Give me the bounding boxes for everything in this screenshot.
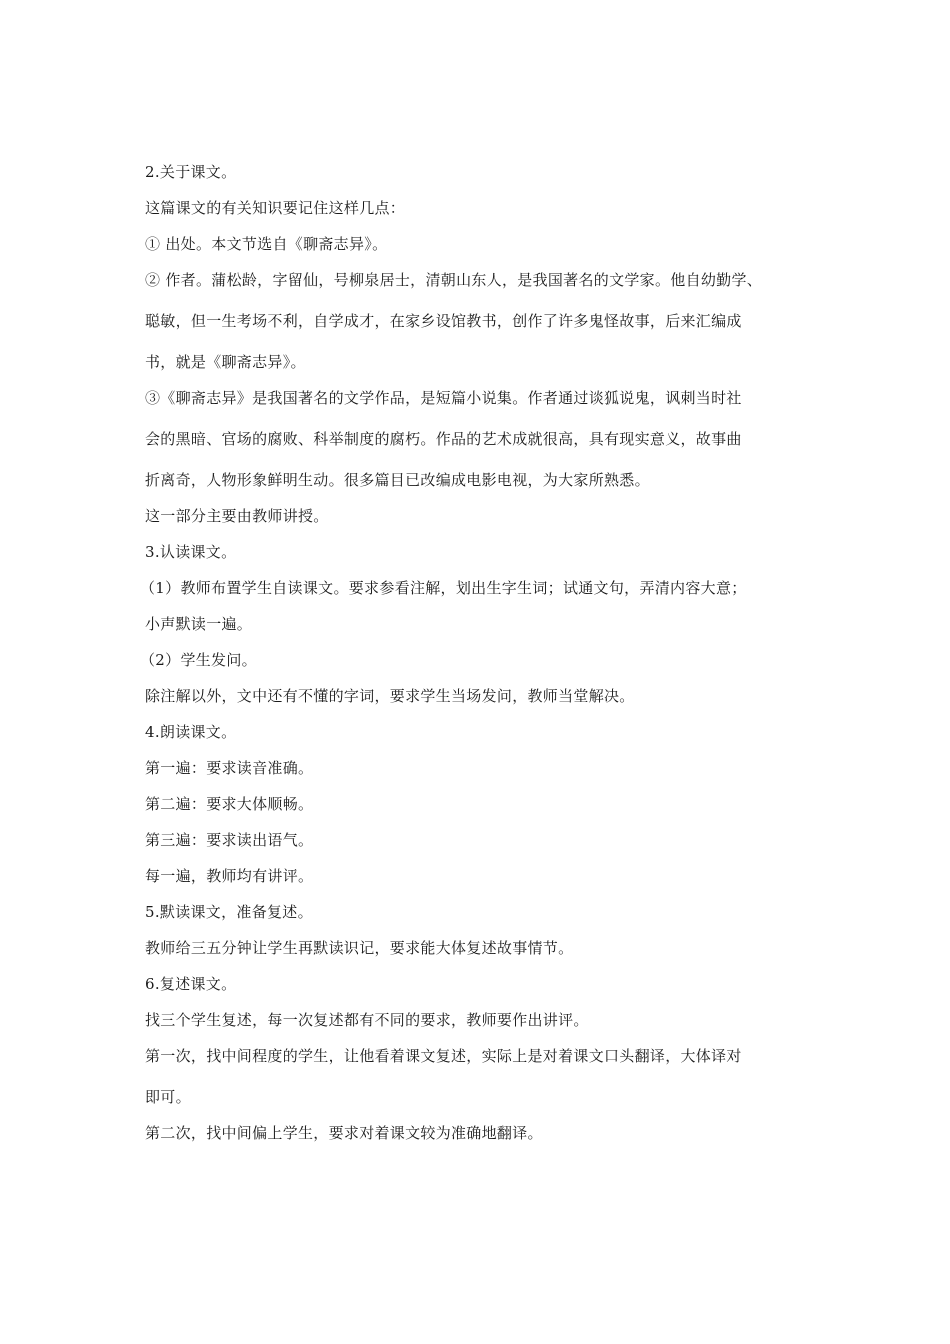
text-line: （2）学生发问。 (140, 651, 257, 669)
text-line: 第二遍：要求大体顺畅。 (145, 795, 314, 813)
text-line: ① 出处。本文节选自《聊斋志异》。 (145, 235, 388, 253)
text-line: 第一次，找中间程度的学生，让他看着课文复述，实际上是对着课文口头翻译，大体译对 (145, 1047, 742, 1065)
text-line: 聪敏，但一生考场不利，自学成才，在家乡设馆教书，创作了许多鬼怪故事，后来汇编成 (145, 312, 742, 330)
text-line: 这篇课文的有关知识要记住这样几点： (145, 199, 406, 217)
text-line: 找三个学生复述，每一次复述都有不同的要求，教师要作出讲评。 (145, 1011, 589, 1029)
text-line: 第二次，找中间偏上学生，要求对着课文较为准确地翻译。 (145, 1124, 543, 1142)
text-line: 书，就是《聊斋志异》。 (145, 353, 306, 371)
section-heading-read-aloud: 4.朗读课文。 (145, 723, 237, 741)
text-line: （1）教师布置学生自读课文。要求参看注解，划出生字生词；试通文句，弄清内容大意； (140, 579, 747, 597)
text-line: 除注解以外，文中还有不懂的字词，要求学生当场发问，教师当堂解决。 (145, 687, 635, 705)
text-line: ② 作者。蒲松龄，字留仙，号柳泉居士，清朝山东人，是我国著名的文学家。他自幼勤学、 (145, 271, 763, 289)
text-line: 会的黑暗、官场的腐败、科举制度的腐朽。作品的艺术成就很高，具有现实意义，故事曲 (145, 430, 742, 448)
document-body (140, 160, 815, 1157)
text-line: 即可。 (145, 1088, 191, 1106)
text-line: 第三遍：要求读出语气。 (145, 831, 314, 849)
section-heading-retell: 6.复述课文。 (145, 975, 237, 993)
text-line: 第一遍：要求读音准确。 (145, 759, 314, 777)
text-line: 折离奇，人物形象鲜明生动。很多篇目已改编成电影电视，为大家所熟悉。 (145, 471, 650, 489)
text-line: ③《聊斋志异》是我国著名的文学作品，是短篇小说集。作者通过谈狐说鬼，讽刺当时社 (145, 389, 742, 407)
text-line: 小声默读一遍。 (145, 615, 253, 633)
text-line: 每一遍，教师均有讲评。 (145, 867, 314, 885)
text-line: 这一部分主要由教师讲授。 (145, 507, 329, 525)
section-heading-silent-read: 5.默读课文，准备复述。 (145, 903, 313, 921)
section-heading-reading: 3.认读课文。 (145, 543, 237, 561)
text-line: 教师给三五分钟让学生再默读识记，要求能大体复述故事情节。 (145, 939, 574, 957)
section-heading-about-text: 2.关于课文。 (145, 163, 237, 181)
